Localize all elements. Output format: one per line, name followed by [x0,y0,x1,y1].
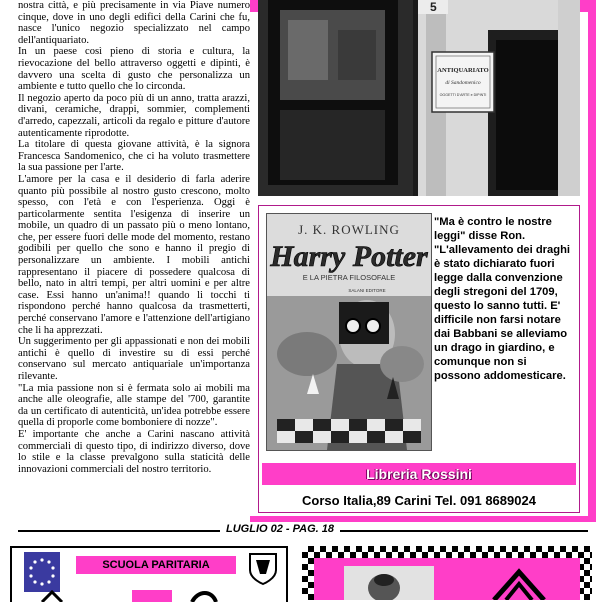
book-title: Harry Potter [270,240,428,273]
eu-flag-icon [24,552,60,592]
school-title: SCUOLA PARITARIA [76,556,236,574]
book-quote: "Ma è contro le nostre leggi" disse Ron. "L'allevamento dei draghi è stato dichiarato fuori legge dalla convenzione degli stregoni del 1709, questo lo sanno tutti. E' difficile non farsi notare dai Babbani se alleviamo un drago in giardino, e comunque non si possono addomesticare. [434,216,571,382]
book-publisher: SALANI EDITORE [348,288,386,293]
bookshop-ad [258,205,580,513]
article-paragraph: nostra città, e più precisamente in via Piave numero cinque, dove in uno degli edifici della Carini che fu, nasce l'unico negozio specializzato nel campo dell'antiquariato. [18,0,250,46]
article-paragraph: L'amore per la casa e il desiderio di farla aderire quanto più possibile al nostro gusto crescono, molto spesso, con l'età e con l'esperienza. Oggi è particolarmente sentita l'esigenza di inserire un mobile, un quadro di un passato più o meno lontano, che, per essere fuori delle mode del momento, restano godibili per quello che sono e hanno il pregio di personalizzare un ambiente. I mobili antichi rappresentano il piacere di possedere qualcosa di bello, nato in altri tempi, per altri uomini e per altre case. Essi hanno un'anima!! quando li tocchi ti rispondono perché hanno qualcosa da trasmetterti, perché conservano l'amore e l'attenzione dell'artigiano che li ha apprezzati. [18,173,250,336]
accent-frame-right [588,0,596,520]
article-paragraph: E' importante che anche a Carini nascano attività commerciali di questo tipo, di indirizzo diverso, dove lo stile e la classe prevalgono sulla staticità delle innovazioni commerciali del nostro territorio. [18,428,250,475]
article-paragraph: Un suggerimento per gli appassionati e non dei mobili antichi è quello di investire su di essi perché conservano sul mercato antiquariale un'importanza rilevante. [18,336,250,382]
shop-address: Corso Italia,89 Carini Tel. 091 8689024 [302,493,536,508]
right-ad-panel [314,558,580,600]
crest-icon [248,552,278,586]
book-cover-illustration [267,214,431,450]
right-ad-logo-icon [484,564,554,600]
page-footer: LUGLIO 02 - PAG. 18 [220,523,340,535]
shop-photo [258,0,580,196]
shop-photo-illustration [258,0,580,196]
article-paragraph: La titolare di questa giovane attività, è la signora Francesca Sandomenico, che ci ha voluto trasmettere la sua passione per l'arte. [18,139,250,174]
book-cover [266,213,432,451]
sign-line-2: di Sandomenico [445,80,481,86]
article-paragraph: Il negozio aperto da poco più di un anno, tratta arazzi, divani, ceramiche, drappi, sommier, complementi d'arredo, capezzali, articoli da regalo e pitture d'autore autenticamente riprodotte. [18,92,250,139]
bottom-right-ad [302,546,592,600]
book-author: J. K. ROWLING [298,222,400,237]
article-paragraph: "La mia passione non si è fermata solo ai mobili ma anche alle oleografie, alle stampe del '700, garantite da un certificato di autenticità, un'idea potrebbe essere quella di proporle come bomboniere di nozze". [18,382,250,429]
sign-line-3: OGGETTI D'ARTE e DIPINTI [439,93,487,97]
article-body [18,0,250,518]
shop-name: Libreria Rossini [366,466,472,482]
right-ad-photo [344,566,434,600]
accent-frame-bottom [250,516,596,522]
article-paragraph: In un paese così pieno di storia e cultura, la rievocazione del bello attraverso oggetti e dipinti, è davvero una scelta di gusto che personalizza un ambiente e tutto quello che lo circonda. [18,46,250,93]
book-subtitle: E LA PIETRA FILOSOFALE [302,273,396,282]
school-ad [10,546,288,602]
svg-text:5: 5 [430,0,437,14]
sign-line-1: ANTIQUARIATO [437,67,489,74]
shop-name-band [262,463,576,485]
